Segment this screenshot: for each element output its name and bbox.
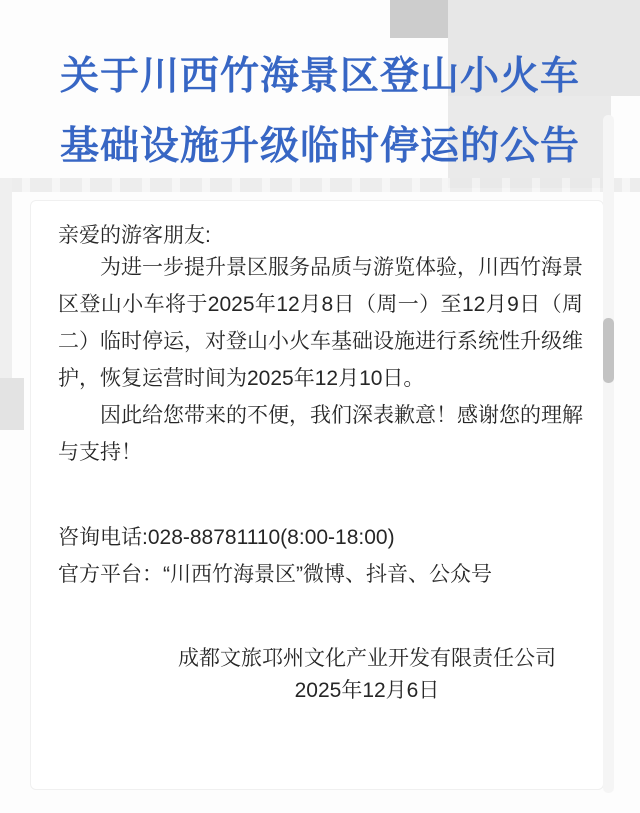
contact-platforms: 官方平台：“川西竹海景区”微博、抖音、公众号 <box>58 563 492 586</box>
notice-card <box>30 200 604 790</box>
signature-company: 成都文旅邛州文化产业开发有限责任公司 <box>178 647 556 670</box>
contact-phone: 咨询电话:028-88781110(8:00-18:00) <box>58 526 395 549</box>
signature-block <box>177 643 557 707</box>
scrollbar-thumb[interactable] <box>603 318 614 383</box>
scrollbar-track[interactable] <box>603 115 614 793</box>
notice-title-line1: 关于川西竹海景区登山小火车 <box>59 55 580 98</box>
notice-title-line2: 基础设施升级临时停运的公告 <box>59 125 580 168</box>
notice-paragraph-2: 因此给您带来的不便，我们深表歉意！感谢您的理解与支持！ <box>58 404 583 464</box>
background-patch <box>0 378 24 430</box>
notice-paragraph-1: 为进一步提升景区服务品质与游览体验，川西竹海景区登山小车将于2025年12月8日（周一）至12月9日（周二）临时停运，对登山小火车基础设施进行系统性升级维护，恢复运营时间为2025年12月10日。 <box>58 256 583 390</box>
contact-info <box>58 519 583 593</box>
signature-date: 2025年12月6日 <box>294 679 440 702</box>
notice-title <box>0 42 640 182</box>
salutation: 亲爱的游客朋友: <box>58 224 211 247</box>
